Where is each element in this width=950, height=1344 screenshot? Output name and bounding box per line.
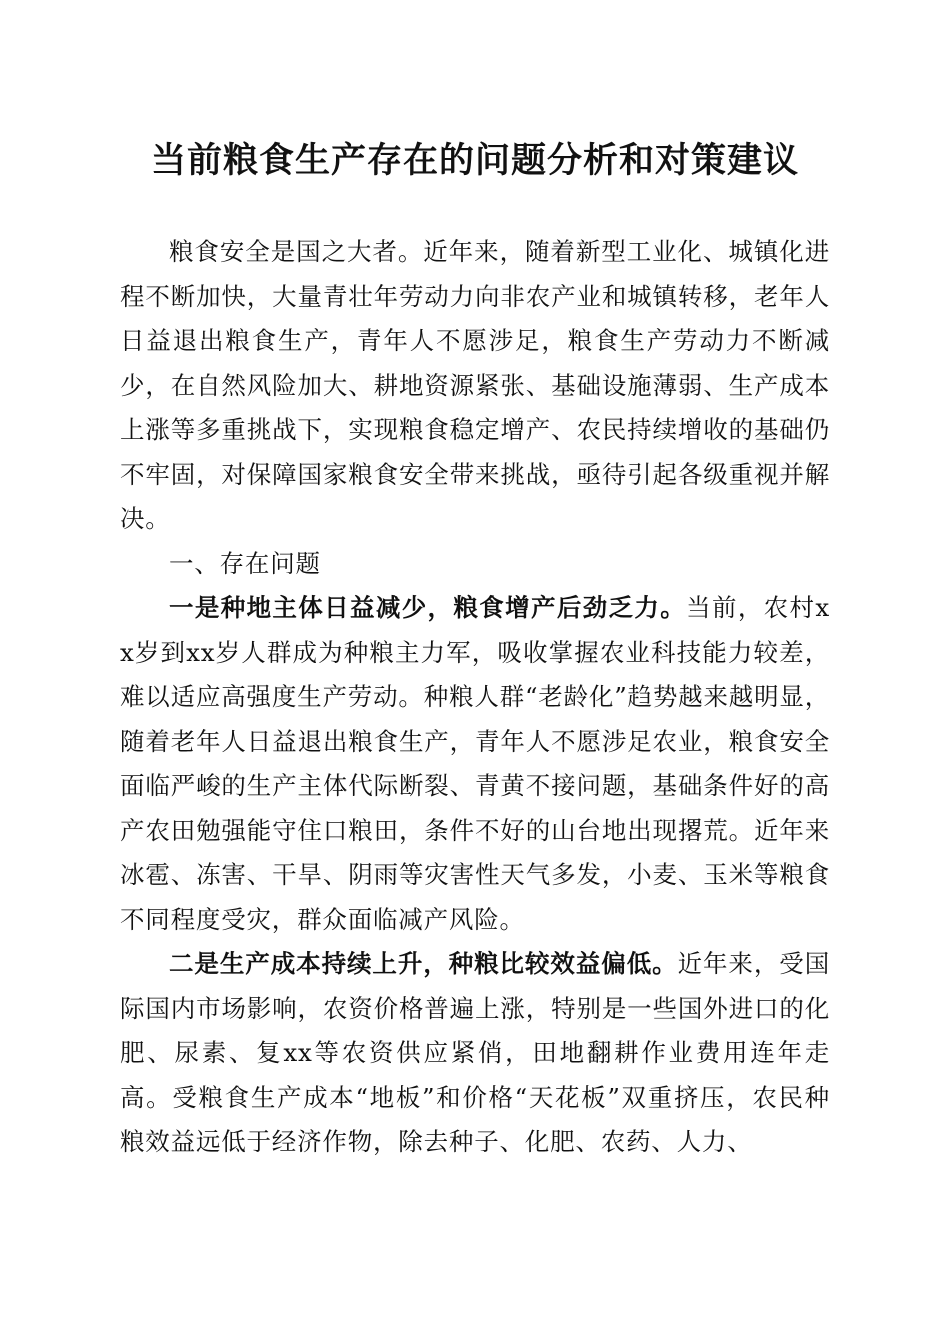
point-1-text: 当前，农村xx岁到xx岁人群成为种粮主力军，吸收掌握农业科技能力较差，难以适应高强度生产劳动。种粮人群“老龄化”趋势越来越明显，随着老年人日益退出粮食生产，青年人不愿涉足农业，粮食安全面临严峻的生产主体代际断裂、青黄不接问题，基础条件好的高产农田勉强能守住口粮田，条件不好的山台地出现撂荒。近年来冰雹、冻害、干旱、阴雨等灾害性天气多发，小麦、玉米等粮食不同程度受灾，群众面临减产风险。 [120,593,831,934]
point-2-lead: 二是生产成本持续上升，种粮比较效益偏低。 [169,949,678,978]
point-2-text: 近年来，受国际国内市场影响，农资价格普遍上涨，特别是一些国外进口的化肥、尿素、复xx等农资供应紧俏，田地翻耕作业费用连年走高。受粮食生产成本“地板”和价格“天花板”双重挤压，农民种粮效益远低于经济作物，除去种子、化肥、农药、人力、 [120,949,830,1156]
point-1-lead: 一是种地主体日益减少，粮食增产后劲乏力。 [169,593,687,622]
point-1-paragraph [120,586,830,942]
intro-paragraph: 粮食安全是国之大者。近年来，随着新型工业化、城镇化进程不断加快，大量青壮年劳动力向非农产业和城镇转移，老年人日益退出粮食生产，青年人不愿涉足，粮食生产劳动力不断减少，在自然风险加大、耕地资源紧张、基础设施薄弱、生产成本上涨等多重挑战下，实现粮食稳定增产、农民持续增收的基础仍不牢固，对保障国家粮食安全带来挑战，亟待引起各级重视并解决。 [120,237,830,533]
section-heading-problems: 一、存在问题 [169,548,321,578]
document-body [120,230,830,1165]
point-2-paragraph [120,942,830,1165]
document-title: 当前粮食生产存在的问题分析和对策建议 [150,140,799,181]
